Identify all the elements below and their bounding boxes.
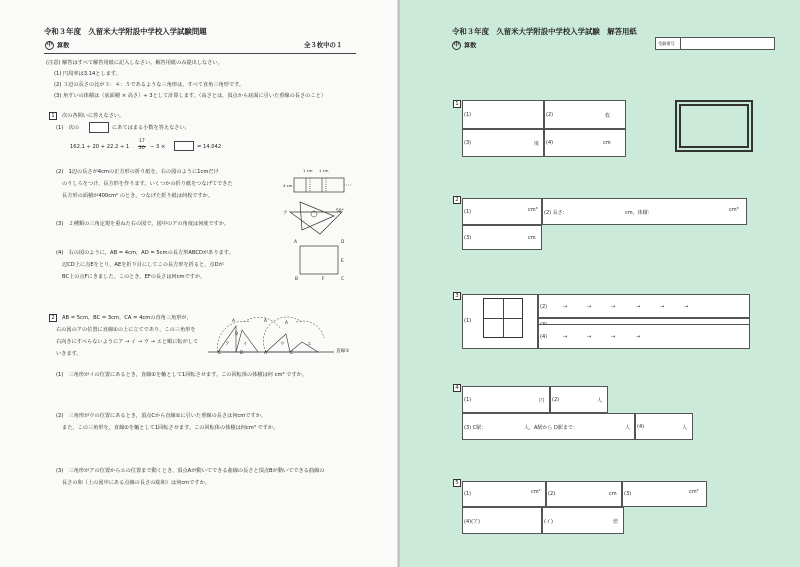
q1-fraction-denominator: 20 xyxy=(139,146,145,151)
subject-row xyxy=(45,41,69,50)
q1-intro: 次の各問いに答えなさい。 xyxy=(62,113,125,119)
rectangle-abcd-figure xyxy=(298,244,342,276)
header-rule xyxy=(44,53,356,54)
q2-sub2-line-1: また，この三角形を，直線①を軸として1回転させます。この回転体の体積は何cm³ ですか。 xyxy=(62,425,279,431)
answer-subject-mark: 中 xyxy=(453,42,460,48)
q1-p4-line-2: BC上の点Fにきました。このとき，EFの長さは何cmですか。 xyxy=(62,274,206,280)
s3-arrow-9: → xyxy=(611,334,616,340)
s5-answer-4b[interactable] xyxy=(542,507,624,534)
q1-expression-a: 162.1 ÷ 20 + 22.2 ÷ 1 xyxy=(70,144,130,150)
triangle-angle-label: 50° xyxy=(336,209,344,214)
answer-title: 令和３年度 久留米大学附設中学校入学試験 解答用紙 xyxy=(452,27,637,36)
note-0: (注意) 解答はすべて解答用紙に記入しなさい。解答用紙のみ提出しなさい。 xyxy=(46,60,223,66)
s3-answer-2[interactable] xyxy=(538,294,750,318)
rolling-triangle-figure xyxy=(206,308,346,358)
s4-label-1: (1) xyxy=(464,397,472,403)
q1-p2-line-1: のりしろをつけ，長方形を作ります。いくつかの折り紙をつなげてできた xyxy=(62,181,233,187)
q1-p1-lead: (1) 次の xyxy=(56,125,79,131)
rect-label-b: B xyxy=(295,277,299,282)
q2-line-2: 右向きにすべらないようにア → イ → ウ → エと順に転がして xyxy=(56,339,199,345)
fig-label-a1: A xyxy=(232,319,236,324)
fig-label-line: 直線① xyxy=(336,349,350,354)
s1-unit-2: 枚 xyxy=(605,113,611,119)
s1-unit-3: 度 xyxy=(534,141,540,147)
s3-arrow-5: → xyxy=(660,304,665,310)
q2-sub3-line-0: (3) 三角形がアの位置からエの位置まで動くとき，頂点Aが動いてできる曲線の長さと頂点Bが動いてできる曲線の xyxy=(56,468,325,474)
s4-label-3: (3) C駅： xyxy=(464,425,487,431)
q2-sub1: (1) 三角形がイの位置にあるとき，直線①を軸として1回転させます。この回転体の体積は何 cm³ ですか。 xyxy=(56,372,308,378)
s3-arrow-3: → xyxy=(611,304,616,310)
s3-arrow-10: → xyxy=(636,334,641,340)
question-title: 令和３年度 久留米大学附設中学校入学試験問題 xyxy=(44,27,207,36)
s3-arrow-8: → xyxy=(587,334,592,340)
s3-answer-4[interactable] xyxy=(538,324,750,349)
rect-label-d: D xyxy=(341,240,345,245)
fig-label-position-u: ウ xyxy=(280,342,285,347)
answer-subject-row xyxy=(452,41,476,50)
q2-line-1: 右の図のアの位置に直線①の上に立てであり，この三角形を xyxy=(56,327,196,333)
q1-p2-line-0: (2) 1辺の長さが4cmの正方形の折り紙を，右の図のように1cmだけ xyxy=(56,169,219,175)
s3-label-4: (4) xyxy=(540,334,548,340)
q1-p1-tail: にあてはまる小数を答えなさい。 xyxy=(112,125,190,131)
triangle-rulers-figure xyxy=(286,198,348,238)
s2-unit-2-volume: cm³ xyxy=(729,207,739,213)
fig-label-c1: C xyxy=(218,351,222,356)
s1-answer-2[interactable] xyxy=(544,100,626,129)
s3-arrow-2: → xyxy=(587,304,592,310)
q2-line-3: いきます。 xyxy=(56,351,82,357)
q1-blank-box xyxy=(89,122,109,133)
s4-unit-3a: 人，A駅から D駅まで： xyxy=(524,425,578,431)
q2-sub3-line-1: 長さの和（上の図中にある点線の長さの総和）は何cmですか。 xyxy=(62,480,210,486)
s5-unit-3: cm² xyxy=(689,489,699,495)
q1-p4-line-1: 辺CD上に点Eをとり，AEを折り目にしてこの長方形を折ると，点Dが xyxy=(62,262,224,268)
answer-sheet xyxy=(400,0,800,567)
s5-label-2: (2) xyxy=(548,491,556,497)
s1-unit-4: cm xyxy=(603,140,611,146)
s5-unit-4b: 倍 xyxy=(613,519,619,525)
s2-label-1: (1) xyxy=(464,209,472,215)
s3-arrow-7: → xyxy=(563,334,568,340)
s4-unit-1: 円 xyxy=(539,398,545,404)
s1-answer-3[interactable] xyxy=(462,129,544,157)
fig-label-b2: B xyxy=(240,351,244,356)
s1-label-2: (2) xyxy=(546,112,554,118)
section-3-number: 3 xyxy=(453,292,461,300)
s3-label-2: (2) xyxy=(540,304,548,310)
rect-label-a: A xyxy=(294,240,298,245)
rect-label-e: E xyxy=(341,259,344,264)
s2-label-2: (2) 長さ： xyxy=(544,210,568,216)
s2-unit-1: cm³ xyxy=(528,207,538,213)
section-1-number: 1 xyxy=(453,100,461,108)
s4-unit-4: 人 xyxy=(682,425,688,431)
note-2: (2) ３辺の長さの比が３：４：５であるような三角形は，すべて直角三角形です。 xyxy=(54,82,245,88)
s3-arrow-1: → xyxy=(563,304,568,310)
fig-label-c2: C xyxy=(290,351,294,356)
fig-label-a3: A xyxy=(285,321,289,326)
sheet-count: 全３枚中の１ xyxy=(304,41,343,49)
s1-answer-1[interactable] xyxy=(462,100,544,129)
s5-unit-1: cm² xyxy=(531,489,541,495)
s3-label-1: (1) xyxy=(464,318,472,324)
fig-label-b1: B xyxy=(235,332,239,337)
section-4-number: 4 xyxy=(453,384,461,392)
s3-arrow-4: → xyxy=(636,304,641,310)
s1-label-4: (4) xyxy=(546,140,554,146)
s4-unit-2: 人 xyxy=(597,398,603,404)
fig-label-a2: A xyxy=(264,319,268,324)
exam-number-label: 受験番号 xyxy=(658,41,675,46)
rect-label-f: F xyxy=(322,277,325,282)
q1-p2-line-2: 長方形の面積が400cm² のとき，つなげた折り紙は何枚ですか。 xyxy=(62,193,214,199)
s1-label-1: (1) xyxy=(464,112,472,118)
s1-answer-4[interactable] xyxy=(544,129,626,157)
s4-answer-1[interactable] xyxy=(462,386,550,413)
q1-expression-b: − 3 × xyxy=(150,144,166,150)
q2-sub2-line-0: (2) 三角形がウの位置にあるとき，頂点Cから直線①に引いた垂線の長さは何cmですか。 xyxy=(56,413,267,419)
s5-label-4b: (イ) xyxy=(544,519,553,525)
s2-label-3: (3) xyxy=(464,235,472,241)
strip-label-1cm-b: 1 cm xyxy=(319,168,329,173)
note-3: (3) 角すいの体積は（底面積 × 高さ）÷ 3として計算します。（高さとは，頂点から底面に引いた垂線の長さのこと） xyxy=(54,93,326,99)
q1-number: 1 xyxy=(49,112,57,120)
fig-label-a4: A xyxy=(264,351,268,356)
s5-label-1: (1) xyxy=(464,491,472,497)
q1-p3: (3) ２種類の三角定規を重ねた右の図で，図中のアの角度は何度ですか。 xyxy=(56,221,230,227)
s4-label-4: (4) xyxy=(637,424,645,430)
q2-line-0: AB = 5cm，BC = 3cm，CA = 4cmの直角三角形が， xyxy=(62,315,192,321)
score-box-inner xyxy=(679,104,749,148)
fig-label-position-i: イ xyxy=(243,342,248,347)
section-5-number: 5 xyxy=(453,479,461,487)
section-2-number: 2 xyxy=(453,196,461,204)
s5-label-3: (3) xyxy=(624,491,632,497)
q1-expression-blank xyxy=(174,141,194,151)
fig-label-position-a: ア xyxy=(225,342,230,347)
s5-label-4a: (4)(ア) xyxy=(464,519,480,525)
note-1: (1) 円周率は3.14とします。 xyxy=(54,71,121,77)
s2-unit-3: cm xyxy=(528,235,536,241)
subject-mark: 中 xyxy=(46,42,53,48)
s2-unit-2-length: cm，体積： xyxy=(625,210,653,216)
q1-p4-line-0: (4) 右の図のように，AB = 4cm，AD = 5cmの長方形ABCDがあります。 xyxy=(56,250,234,256)
fig-label-position-e: エ xyxy=(307,342,312,347)
answer-subject-label: 算数 xyxy=(464,42,477,50)
subject-label: 算数 xyxy=(57,42,70,50)
s3-arrow-6: → xyxy=(684,304,689,310)
strip-label-1cm-a: 1 cm xyxy=(303,168,313,173)
triangle-label-a: ア xyxy=(283,211,288,216)
strip-label-4cm: 4 cm xyxy=(283,183,293,188)
s4-unit-3b: 人 xyxy=(625,425,631,431)
s3-grid-h xyxy=(483,318,523,319)
q1-expression-c: = 14.042 xyxy=(197,144,222,150)
s1-label-3: (3) xyxy=(464,140,472,146)
rect-label-c: C xyxy=(341,277,345,282)
q1-fraction-numerator: 17 xyxy=(139,139,145,144)
s5-unit-2: cm xyxy=(609,491,617,497)
s4-label-2: (2) xyxy=(552,397,560,403)
q2-number: 2 xyxy=(49,314,57,322)
